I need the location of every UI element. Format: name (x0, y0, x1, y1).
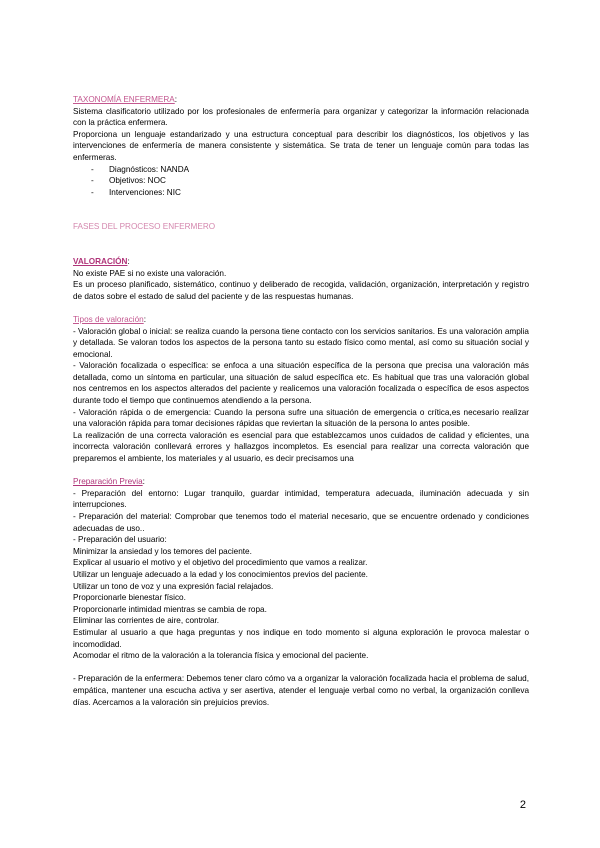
taxonomia-paragraph-1: Sistema clasificatorio utilizado por los profesionales de enfermería para organizar y categorizar la información relacionada con la práctica enfermera. (73, 106, 529, 128)
valoracion-heading-line (73, 256, 529, 268)
fases-heading: FASES DEL PROCESO ENFERMERO (73, 222, 216, 232)
preparacion-entorno: - Preparación del entorno: Lugar tranquilo, guardar intimidad, temperatura adecuada, iluminación adecuada y sin interrupciones. (73, 488, 529, 510)
bullet-text: Intervenciones: NIC (109, 187, 181, 197)
preparacion-line: Acomodar el ritmo de la valoración a la tolerancia física y emocional del paciente. (73, 651, 369, 661)
preparacion-heading-line (73, 476, 529, 488)
valoracion-heading-colon: : (127, 256, 130, 266)
bullet-objetivos (73, 175, 529, 187)
bullet-dash: - (91, 176, 94, 186)
preparacion-line: Proporcionarle intimidad mientras se cambia de ropa. (73, 604, 267, 614)
spacer (73, 465, 529, 477)
tipos-item-rapida: - Valoración rápida o de emergencia: Cuando la persona sufre una situación de emergencia o crítica,es necesario realizar una valoración rápida para tomar decisiones rápidas que reviertan la situación de la persona lo antes posible. (73, 407, 529, 429)
page-number: 2 (519, 799, 526, 811)
taxonomia-paragraph-2: Proporciona un lenguaje estandarizado y una estructura conceptual para describir los diagnósticos, los objetivos y las intervenciones de enfermería de manera consistente y sistemática. Se trata de tener un lenguaje común para todas las enfermeras. (73, 129, 529, 162)
tipos-item-focalizada: - Valoración focalizada o específica: se enfoca a una situación específica de la persona que precisa una valoración más detallada, como un síntoma en particular, una situación de salud específica etc. Es habitual que tras una valoración global nos centremos en los aspectos alterados del paciente y realicemos una valoración focalizada o específica de esos aspectos durante todo el tiempo que continuemos atendiendo a la persona. (73, 361, 529, 406)
valoracion-paragraph-1: No existe PAE si no existe una valoración. (73, 268, 227, 278)
taxonomia-heading: TAXONOMÍA ENFERMERA (73, 95, 175, 104)
bullet-diagnosticos (73, 164, 529, 176)
preparacion-enfermera: - Preparación de la enfermera: Debemos tener claro cómo va a organizar la valoración focalizada hacia el problema de salud, empática, mantener una escucha activa y ser asertiva, atender el lenguaje verbal como no verbal, la organización conlleva días. Acercamos a la valoración sin prejuicios previos. (73, 674, 529, 707)
preparacion-material: - Preparación del material: Comprobar que tenemos todo el material necesario, que se encuentre ordenado y condiciones adecuadas de uso.. (73, 512, 529, 533)
preparacion-line: Eliminar las corrientes de aire, controlar. (73, 616, 220, 626)
spacer (73, 662, 529, 674)
tipos-item-global: - Valoración global o inicial: se realiza cuando la persona tiene contacto con los servicios sanitarios. Es una valoración amplia y detallada. Se valoran todos los aspectos de la persona tanto su estado físico como mental, así como su situación social y emocional. (73, 326, 529, 359)
valoracion-paragraph-2: Es un proceso planificado, sistemático, continuo y deliberado de recogida, validación, organización, interpretación y registro de datos sobre el estado de salud del paciente y de las respuestas humanas. (73, 280, 529, 301)
bullet-dash: - (91, 164, 94, 174)
preparacion-line: Utilizar un lenguaje adecuado a la edad y los conocimientos previos del paciente. (73, 569, 368, 579)
preparacion-heading-colon: : (142, 477, 145, 487)
tipos-conclusion: La realización de una correcta valoración es esencial para que establezcamos unos cuidados de calidad y eficientes, una incorrecta valoración conllevará errores y hallazgos incompletos. Es esencial para realizar una correcta valoración que preparemos el ambiente, los materiales y al usuario, es decir precisamos una (73, 430, 529, 464)
document-page (73, 94, 529, 708)
preparacion-heading: Preparación Previa (73, 477, 143, 487)
tipos-heading: Tipos de valoración (73, 314, 144, 324)
preparacion-line: Utilizar un tono de voz y una expresión facial relajados. (73, 581, 274, 591)
preparacion-usuario: - Preparación del usuario: (73, 535, 167, 545)
taxonomia-heading-colon: : (174, 95, 178, 104)
preparacion-line: Proporcionarle bienestar físico. (73, 593, 186, 603)
spacer (73, 233, 529, 256)
spacer (73, 198, 529, 221)
bullet-text: Objetivos: NOC (109, 176, 166, 186)
valoracion-heading: VALORACIÓN (73, 256, 128, 266)
bullet-dash: - (91, 187, 94, 197)
bullet-intervenciones (73, 187, 529, 199)
tipos-heading-line (73, 314, 529, 326)
preparacion-line: Estimular al usuario a que haga preguntas y nos indique en todo momento si alguna exploración le provoca malestar o incomodidad. (73, 627, 529, 649)
preparacion-line: Explicar al usuario el motivo y el objetivo del procedimiento que vamos a realizar. (73, 558, 368, 568)
spacer (73, 302, 529, 314)
preparacion-line: Minimizar la ansiedad y los temores del paciente. (73, 546, 252, 556)
bullet-text: Diagnósticos: NANDA (109, 164, 190, 174)
taxonomia-heading-line (73, 94, 529, 106)
tipos-heading-colon: : (143, 314, 146, 324)
